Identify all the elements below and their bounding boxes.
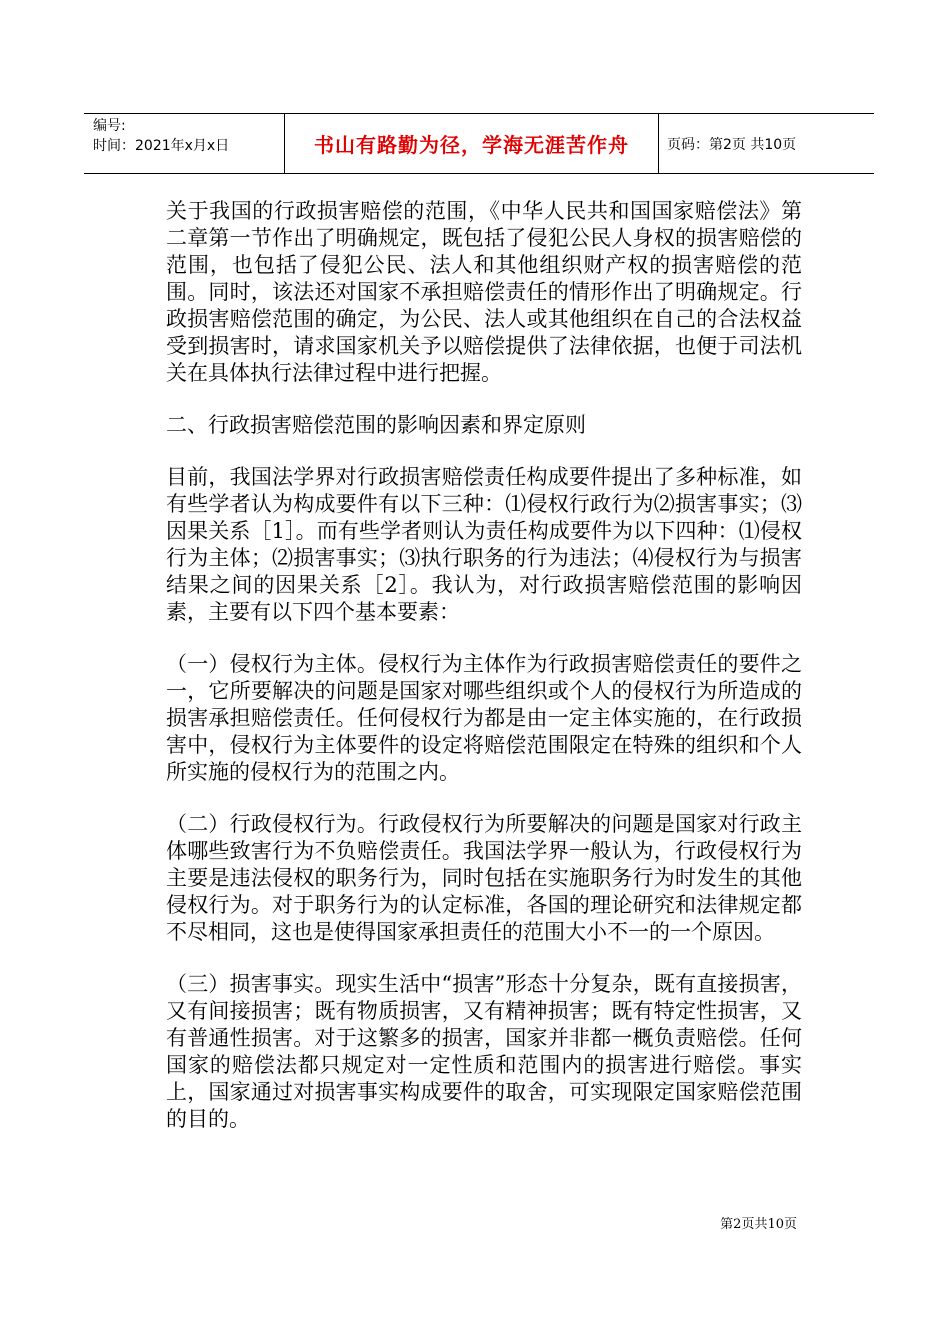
paragraph-elements: 目前，我国法学界对行政损害赔偿责任构成要件提出了多种标准，如有些学者认为构成要件有以下三种：⑴侵权行政行为⑵损害事实；⑶因果关系［1］。而有些学者则认为责任构成要件为以下四种：⑴侵权行为主体；⑵损害事实；⑶执行职务的行为违法；⑷侵权行为与损害结果之间的因果关系［2］。我认为，对行政损害赔偿范围的影响因素，主要有以下四个基本要素： <box>166 465 802 624</box>
page-footer <box>720 1213 797 1232</box>
paragraph-damage: （三）损害事实。现实生活中“损害”形态十分复杂，既有直接损害，又有间接损害；既有物质损害，又有精神损害；既有特定性损害，又有普通性损害。对于这繁多的损害，国家并非都一概负责赔偿。任何国家的赔偿法都只规定对一定性质和范围内的损害进行赔偿。事实上，国家通过对损害事实构成要件的取舍，可实现限定国家赔偿范围的目的。 <box>166 972 802 1131</box>
number-label: 编号: <box>93 118 126 134</box>
document-body <box>166 198 802 1158</box>
header-meta-cell <box>84 114 285 173</box>
time-label: 时间：2021年x月x日 <box>93 138 230 154</box>
paragraph-act: （二）行政侵权行为。行政侵权行为所要解决的问题是国家对行政主体哪些致害行为不负赔偿责任。我国法学界一般认为，行政侵权行为主要是违法侵权的职务行为，同时包括在实施职务行为时发生的其他侵权行为。对于职务行为的认定标准，各国的理论研究和法律规定都不尽相同，这也是使得国家承担责任的范围大小不一的一个原因。 <box>166 812 802 944</box>
paragraph-intro: 关于我国的行政损害赔偿的范围，《中华人民共和国国家赔偿法》第二章第一节作出了明确规定，既包括了侵犯公民人身权的损害赔偿的范围，也包括了侵犯公民、法人和其他组织财产权的损害赔偿的范围。同时，该法还对国家不承担赔偿责任的情形作出了明确规定。行政损害赔偿范围的确定，为公民、法人或其他组织在自己的合法权益受到损害时，请求国家机关予以赔偿提供了法律依据，也便于司法机关在具体执行法律过程中进行把握。 <box>166 199 802 385</box>
section-heading: 二、行政损害赔偿范围的影响因素和界定原则 <box>166 413 586 437</box>
motto-text: 书山有路勤为径，学海无涯苦作舟 <box>314 133 629 157</box>
header-motto-cell <box>285 114 659 173</box>
document-header <box>84 113 874 174</box>
paragraph-subject: （一）侵权行为主体。侵权行为主体作为行政损害赔偿责任的要件之一，它所要解决的问题是国家对哪些组织或个人的侵权行为所造成的损害承担赔偿责任。任何侵权行为都是由一定主体实施的，在行政损害中，侵权行为主体要件的设定将赔偿范围限定在特殊的组织和个人所实施的侵权行为的范围之内。 <box>166 652 802 784</box>
footer-page-number: 第2页共10页 <box>720 1217 797 1232</box>
header-page-cell <box>659 114 874 173</box>
page-info: 页码：第2页 共10页 <box>667 136 797 153</box>
